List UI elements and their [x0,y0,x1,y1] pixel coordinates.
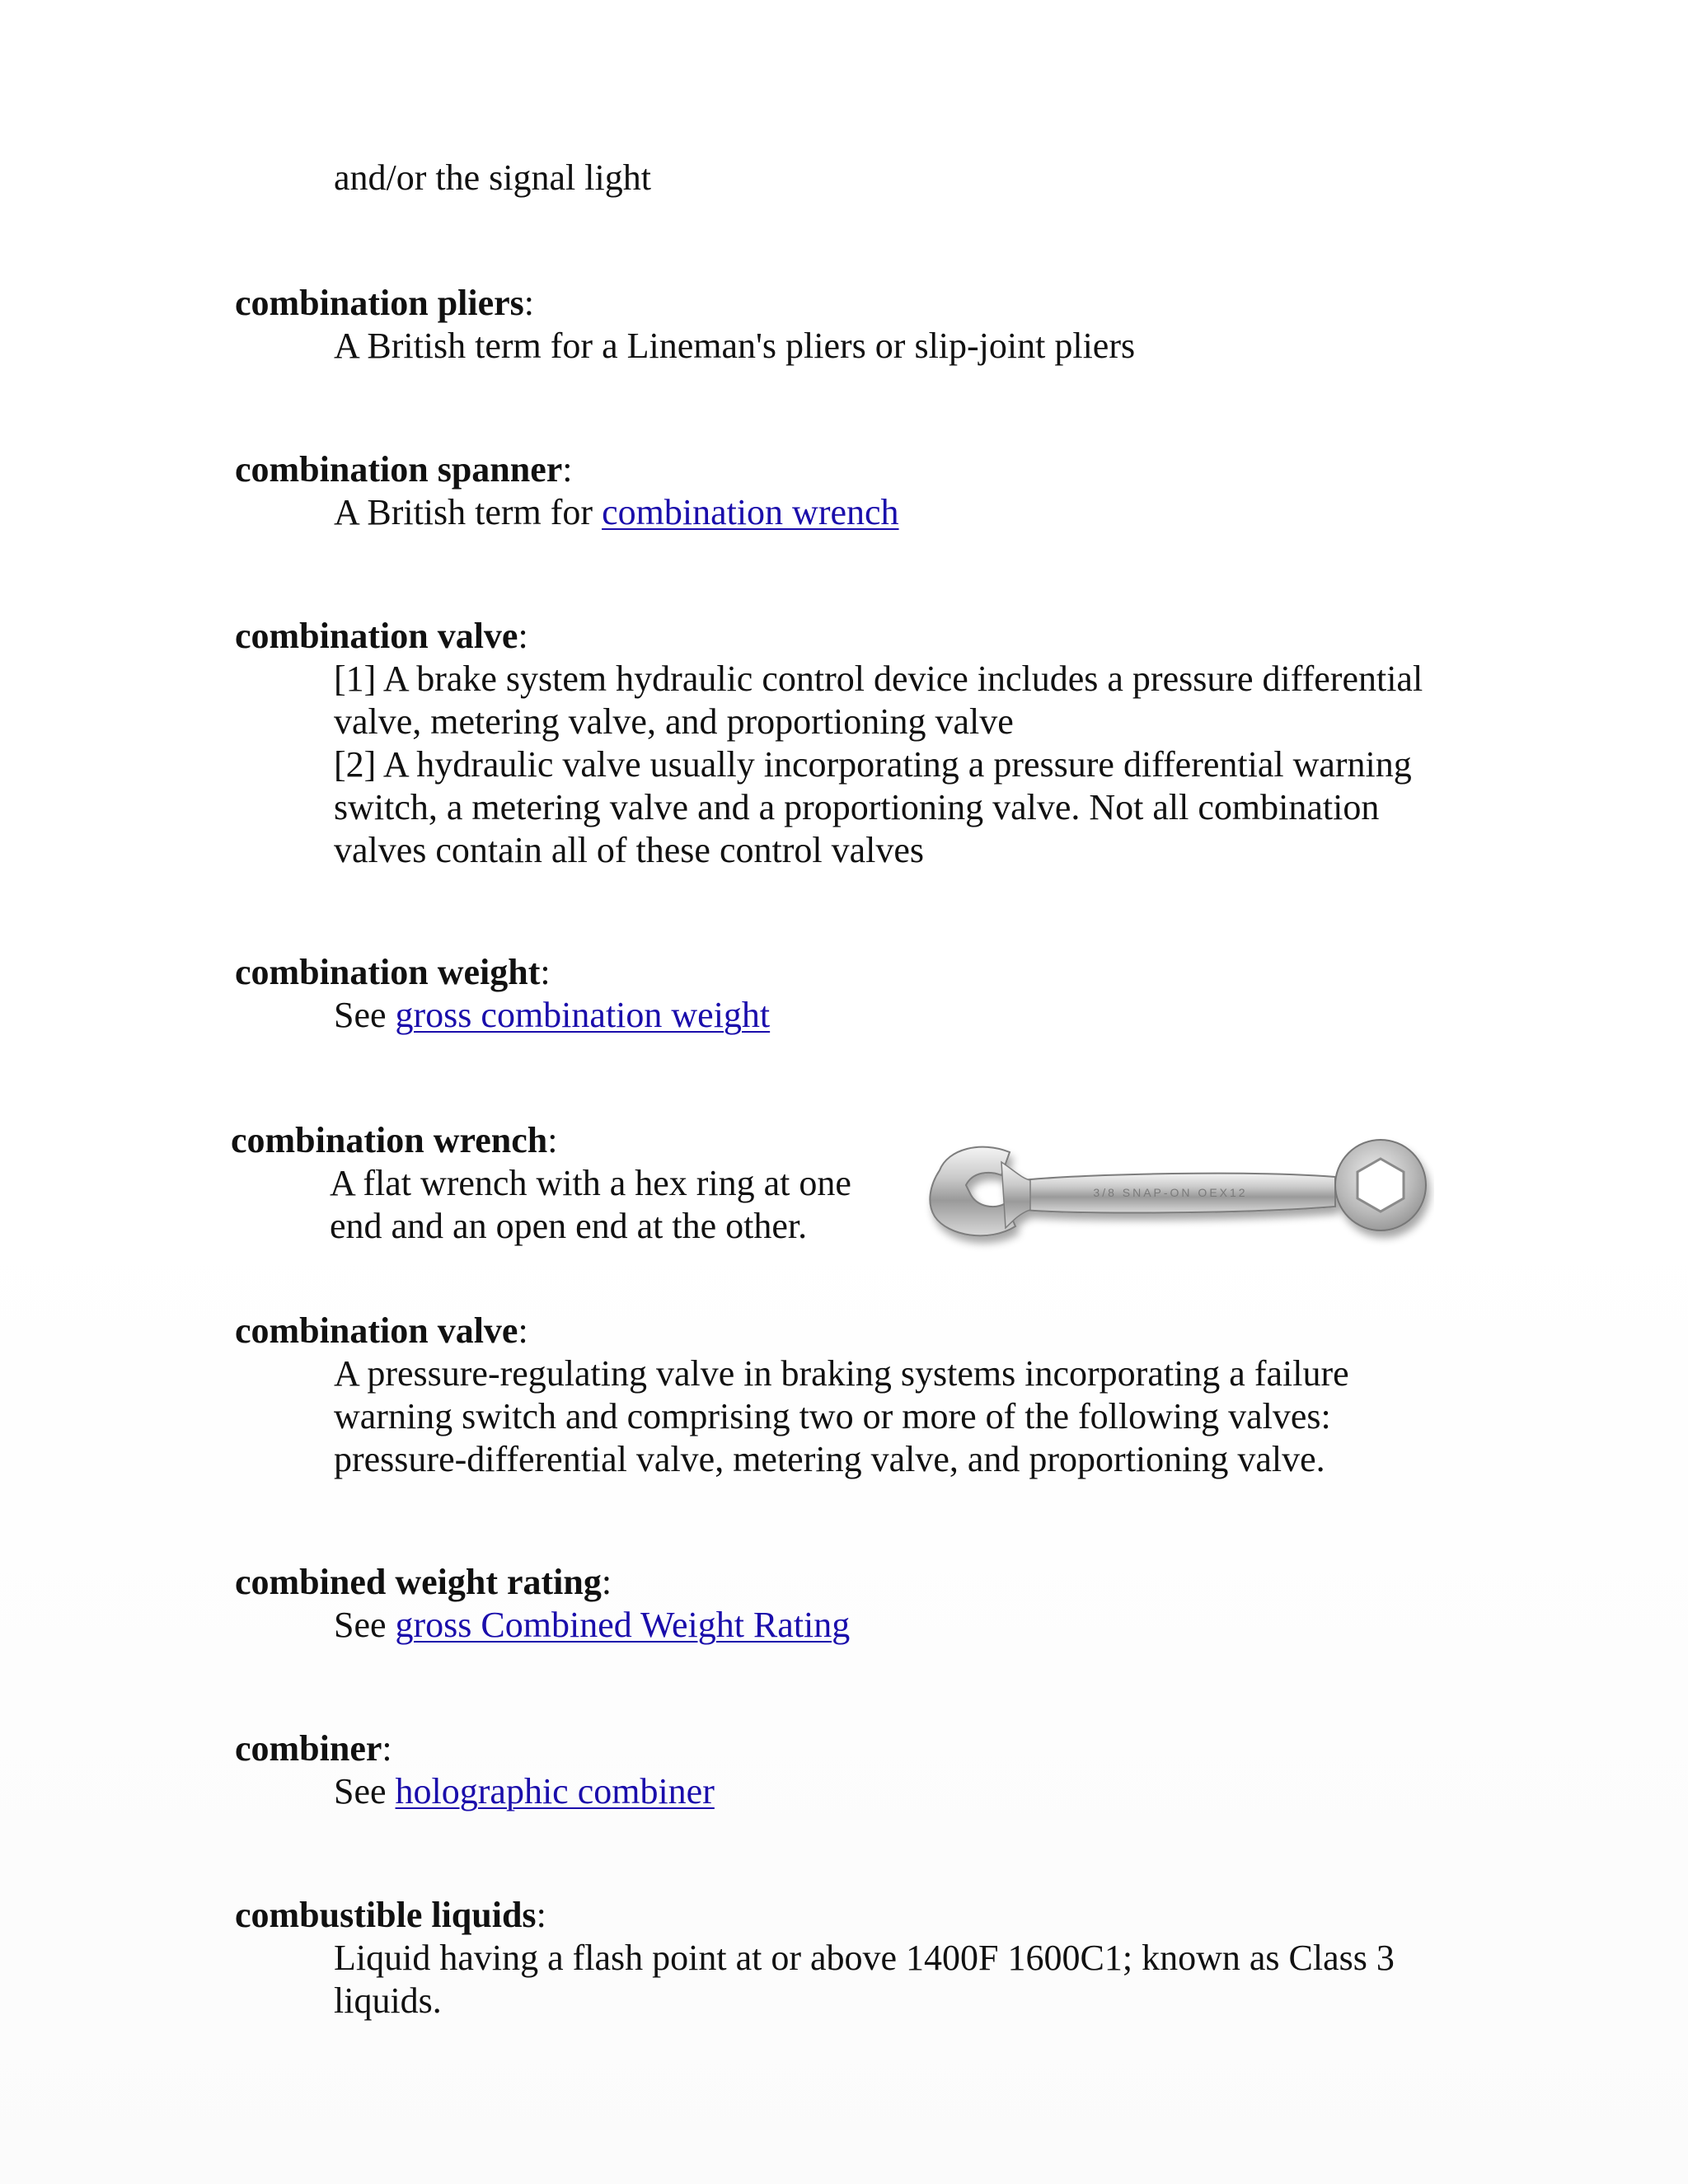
definition-text: A pressure-regulating valve in braking systems incorporating a failure warning switch and comprising two or more of the following valves: pressure-differential valve, metering valve, and proportioning valve. [334,1353,1349,1479]
definition-text: See [334,995,396,1035]
combination-wrench-icon [923,1137,1434,1261]
entry-term-combination-weight: combination weight: [235,952,551,992]
term-label: combiner [235,1728,382,1769]
entry-term-combination-valve-2: combination valve: [235,1310,528,1351]
term-label: combination weight [235,952,541,992]
entry-term-combustible-liquids: combustible liquids: [235,1895,546,1935]
term-label: combination valve [235,1310,518,1351]
entry-term-combination-valve: combination valve: [235,616,528,656]
entry-definition [334,325,1471,368]
entry-term-combiner: combiner: [235,1728,392,1769]
link-holographic-combiner[interactable]: holographic combiner [395,1771,715,1811]
entry-definition [334,1937,1471,2022]
entry-definition [334,1770,1471,1813]
definition-text: See [334,1605,396,1645]
entry-definition [334,1604,1471,1647]
entry-definition [334,994,1471,1037]
definition-text: A British term for [334,492,603,532]
term-label: combustible liquids [235,1895,537,1935]
definition-text: A British term for a Lineman's pliers or slip-joint pliers [334,326,1136,366]
definition-text: [1] A brake system hydraulic control device includes a pressure differential valve, metering valve, and proportioning valve [334,658,1423,742]
term-label: combined weight rating [235,1562,602,1602]
wrench-engraving: 3/8 SNAP-ON OEX12 [1093,1186,1248,1199]
term-label: combination spanner [235,449,563,490]
entry-term-combination-spanner: combination spanner: [235,449,573,490]
term-label: combination valve [235,616,518,656]
term-label: combination wrench [231,1120,548,1160]
entry-definition [334,1352,1471,1481]
link-combination-wrench[interactable]: combination wrench [602,492,899,532]
entry-definition [330,1162,890,1248]
entry-definition [334,658,1471,872]
continuation-text: and/or the signal light [334,157,651,198]
entry-term-combined-weight-rating: combined weight rating: [235,1562,612,1602]
entry-term-combination-pliers: combination pliers: [235,283,535,323]
entry-definition [334,491,1471,534]
definition-text: A flat wrench with a hex ring at one end and an open end at the other. [330,1163,851,1246]
definition-text: See [334,1771,396,1811]
term-label: combination pliers [235,283,524,323]
link-gross-combination-weight[interactable]: gross combination weight [395,995,771,1035]
link-gross-combined-weight-rating[interactable]: gross Combined Weight Rating [395,1605,851,1645]
definition-text: Liquid having a flash point at or above 1400F 1600C1; known as Class 3 liquids. [334,1938,1395,2021]
definition-text: [2] A hydraulic valve usually incorporating a pressure differential warning switch, a metering valve and a proportioning valve. Not all combination valves contain all of these control valves [334,744,1412,870]
combination-wrench-image [923,1137,1434,1261]
entry-term-combination-wrench: combination wrench: [231,1120,558,1160]
